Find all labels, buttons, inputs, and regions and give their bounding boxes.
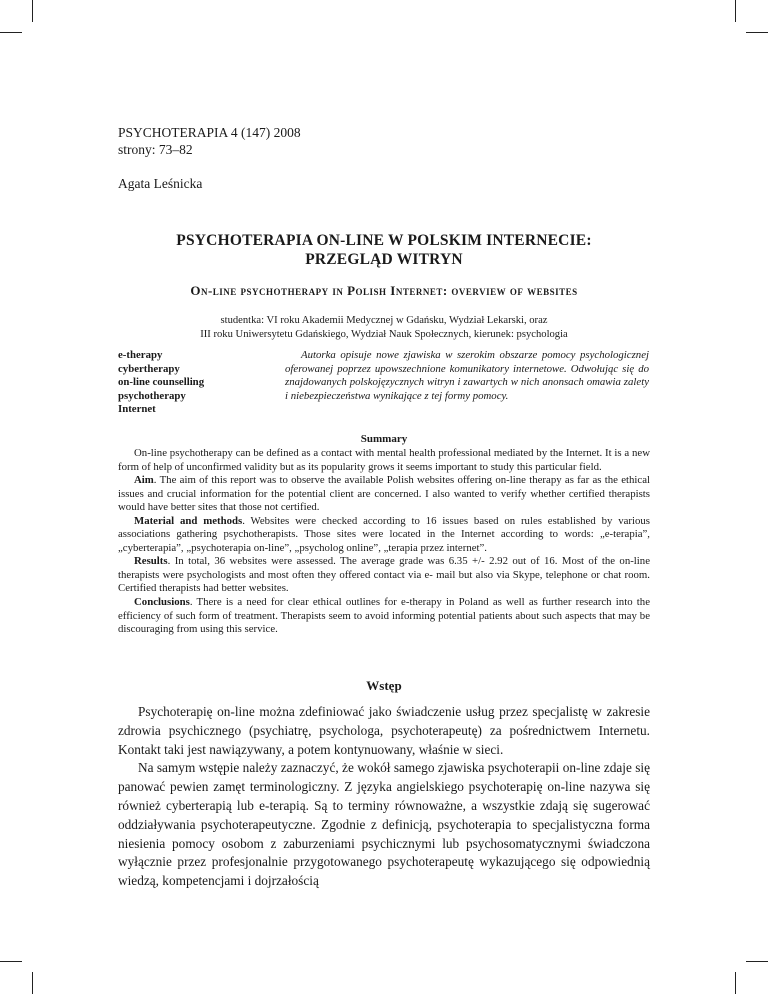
- journal-pages: strony: 73–82: [118, 142, 193, 157]
- summary-results: [118, 555, 650, 596]
- crop-mark: [746, 961, 768, 962]
- introduction-paragraph: Psychoterapię on-line można zdefiniować jako świadczenie usług przez specjalistę w zakresie zdrowia psychicznego (psychiatrę, psychologa, psychoterapeutę) za pośrednictwem Internetu. Kontakt taki jest nawiązywany, a potem kontynuowany, właśnie w sieci.: [118, 704, 650, 757]
- keyword: cybertherapy: [118, 362, 180, 375]
- affiliation-line-1: studentka: VI roku Akademii Medycznej w Gdańsku, Wydział Lekarski, oraz: [220, 315, 548, 326]
- summary-conclusions: [118, 596, 650, 637]
- journal-header: [118, 124, 301, 158]
- crop-mark: [32, 972, 33, 994]
- aim-text: . The aim of this report was to observe the available Polish websites offering on-line therapy as far as the ethical issues and crucial information for the potential client are concerned. I also wanted to verify whether certified therapists would have better sites that those not certified.: [118, 474, 650, 514]
- results-label: Results: [134, 555, 168, 568]
- crop-mark: [746, 32, 768, 33]
- methods-label: Material and methods: [134, 514, 243, 527]
- title-line-2: PRZEGLĄD WITRYN: [305, 251, 463, 268]
- english-title: On-line psychotherapy in Polish Internet: overview of websites: [190, 283, 578, 298]
- summary-body: [118, 447, 650, 637]
- crop-mark: [0, 32, 22, 33]
- summary-intro: On-line psychotherapy can be defined as a contact with mental health professional mediated by the Internet. It is a new form of help of unconfirmed validity but as its popularity grows it seems important to study this particular field.: [118, 447, 650, 473]
- keyword: e-therapy: [118, 349, 163, 361]
- keywords-list: [118, 349, 204, 417]
- crop-mark: [735, 972, 736, 994]
- results-text: . In total, 36 websites were assessed. The average grade was 6.35 +/- 2.92 out of 16. Most of the on-line therapists were psychologists and most often they offered contact via e- mail but also via Skype, telephone or chat room. Certified therapists had better websites.: [118, 555, 650, 595]
- summary-aim: [118, 474, 650, 515]
- introduction-body: [118, 703, 650, 891]
- article-title: [118, 231, 650, 269]
- introduction-heading: Wstęp: [366, 678, 402, 693]
- title-line-1: PSYCHOTERAPIA ON-LINE W POLSKIM INTERNECIE:: [176, 232, 592, 249]
- keyword: on-line counselling: [118, 376, 205, 389]
- aim-label: Aim: [134, 474, 154, 487]
- journal-citation: PSYCHOTERAPIA 4 (147) 2008: [118, 125, 301, 140]
- introduction-paragraph: Na samym wstępie należy zaznaczyć, że wokół samego zjawiska psychoterapii on-line zdaje się panować pewien zamęt terminologiczny. Z języka angielskiego psychoterapię on-line nazywa się również cyberterapią lub e-terapią. Są to terminy równoważne, a wszystkie zdają się sugerować oddziaływania psychoterapeutyczne. Zgodnie z definicją, psychoterapia to specjalistyczna forma niesienia pomocy osobom z zaburzeniami psychicznymi lub psychosomatycznymi świadczona wyłącznie przez profesjonalnie przygotowanego psychoterapeutę wykazującego się odpowiednią wiedzą, kompetencjami i dojrzałością: [118, 760, 650, 889]
- polish-abstract: Autorka opisuje nowe zjawiska w szerokim obszarze pomocy psychologicznej oferowanej poprzez upowszechnione komunikatory internetowe. Odwołując się do znajdowanych polskojęzycznych witryn i zawartych w nich anonsach omawia zalety i niebezpieczeństwa wynikające z tej formy pomocy.: [285, 349, 649, 402]
- author-affiliation: [118, 314, 650, 342]
- crop-mark: [735, 0, 736, 22]
- crop-mark: [32, 0, 33, 22]
- summary-heading: Summary: [360, 433, 408, 445]
- affiliation-line-2: III roku Uniwersytetu Gdańskiego, Wydział Nauk Społecznych, kierunek: psychologia: [200, 329, 568, 340]
- author-name: Agata Leśnicka: [118, 176, 203, 191]
- crop-mark: [0, 961, 22, 962]
- methods-text: . Websites were checked according to 16 issues based on rules established by various associations gathering psychotherapists. Those sites were located in the Internet according to words: „e-terapia”, „cyberterapia”, „psychoterapia on-line”, „psycholog online”, „terapia przez internet”.: [118, 514, 650, 554]
- conclusions-text: . There is a need for clear ethical outlines for e-therapy in Poland as well as further research into the efficiency of such form of treatment. Therapists seem to avoid informing potential patients about such aspects that may be discouraging from using this service.: [118, 596, 650, 636]
- keyword: psychotherapy: [118, 389, 186, 402]
- conclusions-label: Conclusions: [134, 596, 190, 609]
- summary-methods: [118, 515, 650, 556]
- keyword: Internet: [118, 403, 156, 416]
